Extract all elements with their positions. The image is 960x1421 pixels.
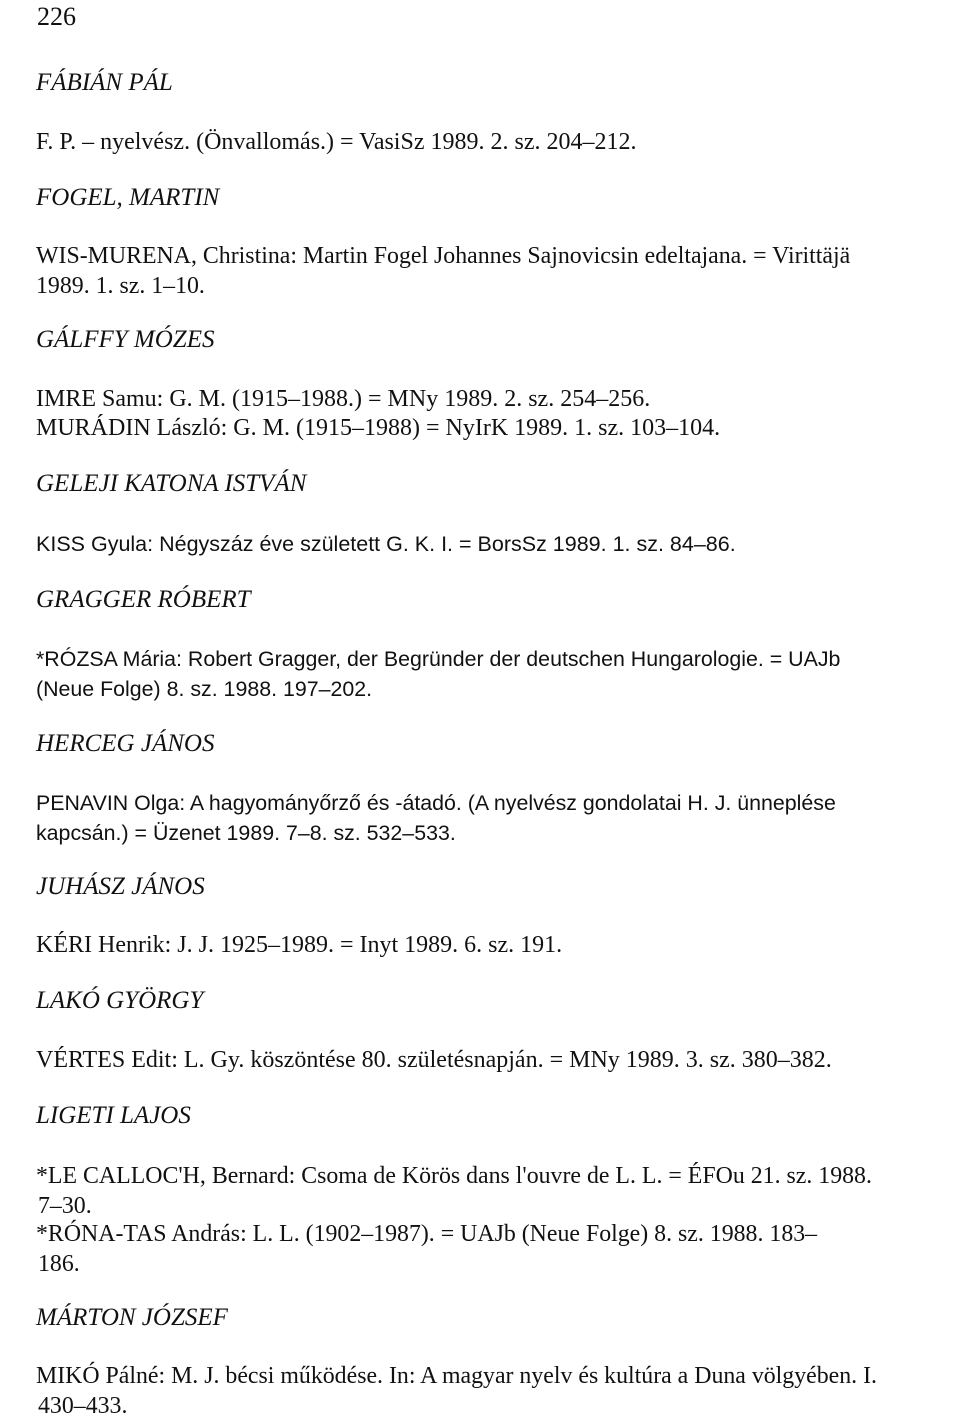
entry-line: WIS-MURENA, Christina: Martin Fogel Johannes Sajnovicsin edeltajana. = Virittäjä <box>36 243 851 269</box>
section-heading: HERCEG JÁNOS <box>36 730 215 757</box>
bibliography-entry <box>36 1161 956 1221</box>
section-heading: GRAGGER RÓBERT <box>36 586 251 613</box>
entry-line: IMRE Samu: G. M. (1915–1988.) = MNy 1989. 2. sz. 254–256. <box>36 386 651 412</box>
entry-line: VÉRTES Edit: L. Gy. köszöntése 80. születésnapján. = MNy 1989. 3. sz. 380–382. <box>36 1047 832 1073</box>
section-heading: LAKÓ GYÖRGY <box>36 987 204 1014</box>
entry-line: *RÓZSA Mária: Robert Gragger, der Begründer der deutschen Hungarologie. = UAJb <box>36 647 841 671</box>
section-heading: GELEJI KATONA ISTVÁN <box>36 470 307 497</box>
entry-line: 430–433. <box>38 1393 128 1419</box>
entry-line: F. P. – nyelvész. (Önvallomás.) = VasiSz 1989. 2. sz. 204–212. <box>36 129 637 155</box>
entry-line: KISS Gyula: Négyszáz éve született G. K. I. = BorsSz 1989. 1. sz. 84–86. <box>36 532 736 556</box>
entry-line: *LE CALLOC'H, Bernard: Csoma de Körös dans l'ouvre de L. L. = ÉFOu 21. sz. 1988. <box>36 1163 872 1189</box>
entry-line: (Neue Folge) 8. sz. 1988. 197–202. <box>36 677 373 701</box>
bibliography-entry <box>36 1045 956 1075</box>
entry-line: KÉRI Henrik: J. J. 1925–1989. = Inyt 1989. 6. sz. 191. <box>36 932 563 958</box>
section-heading: FOGEL, MARTIN <box>36 184 220 211</box>
section-heading: FÁBIÁN PÁL <box>36 69 173 96</box>
entry-line: MIKÓ Pálné: M. J. bécsi működése. In: A magyar nyelv és kultúra a Duna völgyében. I. <box>36 1363 877 1389</box>
entry-line: 7–30. <box>38 1193 92 1219</box>
bibliography-entry <box>36 930 956 960</box>
entry-line: *RÓNA-TAS András: L. L. (1902–1987). = UAJb (Neue Folge) 8. sz. 1988. 183– <box>36 1221 818 1247</box>
section-heading: MÁRTON JÓZSEF <box>36 1304 228 1331</box>
entry-line: 186. <box>38 1251 80 1277</box>
entry-line: kapcsán.) = Üzenet 1989. 7–8. sz. 532–533. <box>36 821 456 845</box>
section-heading: JUHÁSZ JÁNOS <box>36 873 205 900</box>
bibliography-entry <box>36 127 956 157</box>
entry-line: MURÁDIN László: G. M. (1915–1988) = NyIrK 1989. 1. sz. 103–104. <box>36 415 721 441</box>
bibliography-entry <box>36 1219 956 1279</box>
entry-line: 1989. 1. sz. 1–10. <box>36 273 205 299</box>
bibliography-entry <box>36 384 956 414</box>
entry-line: PENAVIN Olga: A hagyományőrző és -átadó. (A nyelvész gondolatai H. J. ünneplése <box>36 791 836 815</box>
bibliography-entry <box>36 241 956 301</box>
bibliography-entry <box>36 529 956 559</box>
section-heading: LIGETI LAJOS <box>36 1102 191 1129</box>
bibliography-entry <box>36 788 956 848</box>
bibliography-entry <box>36 644 956 704</box>
bibliography-entry <box>36 1361 956 1421</box>
section-heading: GÁLFFY MÓZES <box>36 326 215 353</box>
bibliography-entry <box>36 413 956 443</box>
page-number: 226 <box>37 2 76 31</box>
